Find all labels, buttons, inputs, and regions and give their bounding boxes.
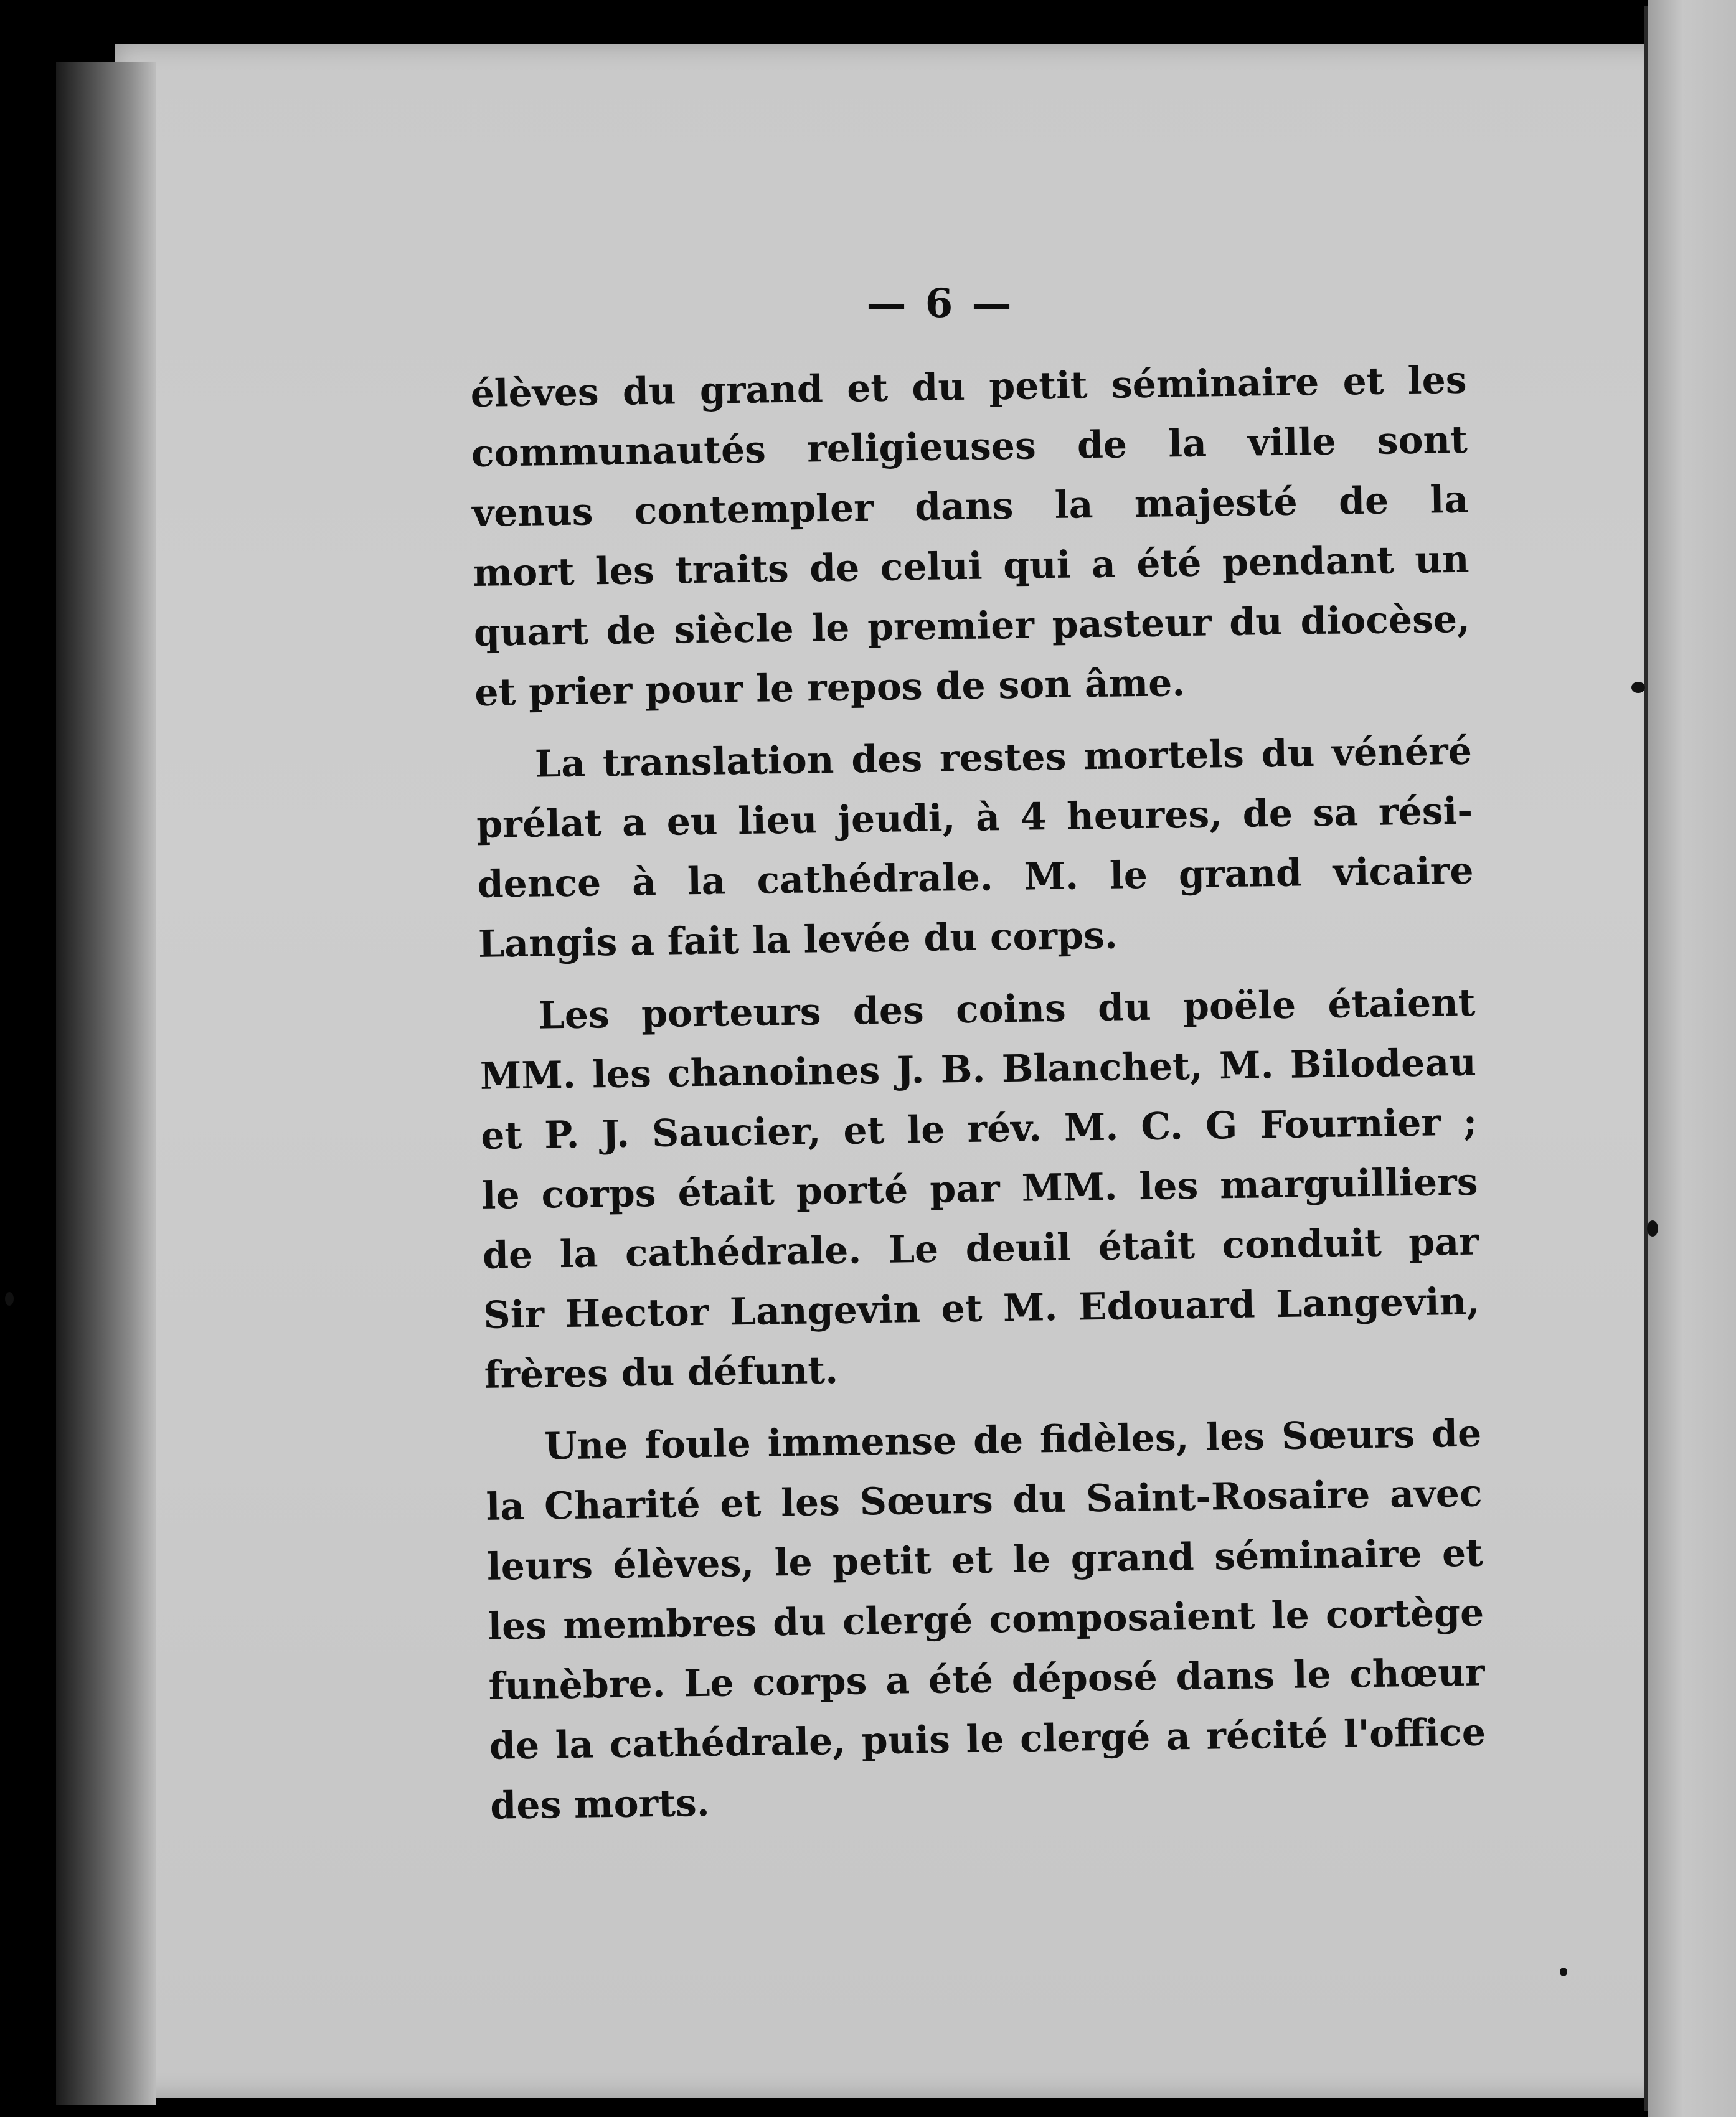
scan-speck [1647,1220,1658,1237]
paragraph [479,973,1481,1405]
binding-edge-shadow [56,62,156,2105]
text-line: mort les traits de celui qui a été pendant un [473,537,1470,595]
paragraph [475,722,1474,974]
text-line: venus contempler dans la majesté de la [471,478,1469,535]
adjacent-page-edge [1648,0,1736,2117]
text-line: funèbre. Le corps a été déposé dans le chœur [488,1651,1485,1709]
body-text [470,351,1487,1849]
text-line: le corps était porté par MM. les marguilliers [481,1160,1478,1218]
scan-speck [1560,1968,1567,1976]
page-number: — 6 — [866,280,1014,327]
scan-speck [5,1292,14,1306]
text-line: des morts. [489,1781,710,1828]
text-line: leurs élèves, le petit et le grand séminaire et [486,1531,1484,1589]
text-line: et P. J. Saucier, et le rév. M. C. G Fournier ; [480,1100,1478,1158]
text-line: les membres du clergé composaient le cortège [487,1591,1484,1649]
text-line: communautés religieuses de la ville sont [471,418,1468,476]
paragraph [485,1403,1487,1836]
scan-speck [1631,682,1645,693]
text-line: Les porteurs des coins du poële étaient [538,981,1476,1038]
paragraph [470,351,1471,723]
text-line: élèves du grand et du petit séminaire et les [470,358,1468,416]
text-line: de la cathédrale, puis le clergé a récité l'office [489,1710,1486,1768]
text-line: La translation des restes mortels du vénéré [534,729,1473,786]
text-line: frères du défunt. [484,1348,839,1397]
text-line: la Charité et les Sœurs du Saint-Rosaire avec [486,1471,1483,1529]
text-line: et prier pour le repos de son âme. [474,661,1186,715]
text-line: de la cathédrale. Le deuil était conduit par [482,1220,1479,1278]
text-line: Langis a fait la levée du corps. [478,913,1118,966]
text-line: Sir Hector Langevin et M. Edouard Langevin, [483,1280,1480,1337]
text-line: dence à la cathédrale. M. le grand vicaire [477,849,1474,907]
text-line: prélat a eu lieu jeudi, à 4 heures, de sa rési- [476,789,1473,847]
text-line: quart de siècle le premier pasteur du diocèse, [473,597,1471,655]
page-fold-line [1644,6,1648,2111]
text-line: Une foule immense de fidèles, les Sœurs de [544,1412,1482,1469]
text-line: MM. les chanoines J. B. Blanchet, M. Bilodeau [479,1040,1477,1098]
